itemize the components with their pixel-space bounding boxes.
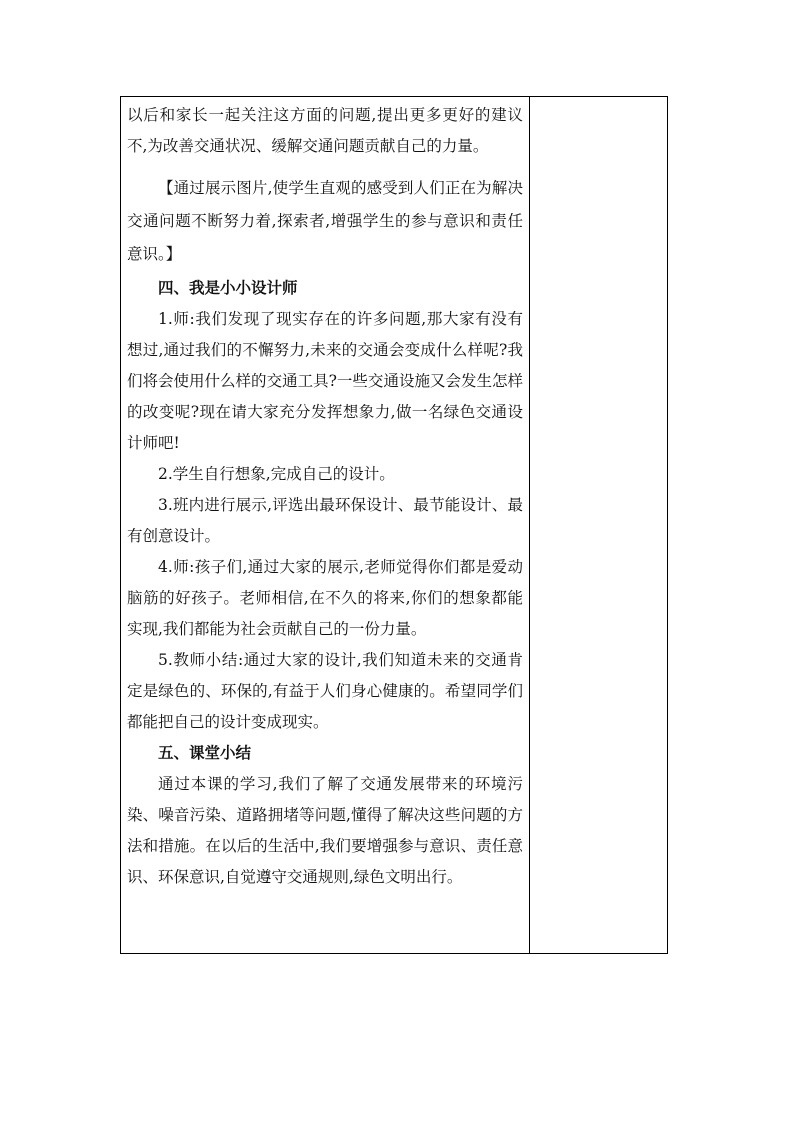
paragraph-continuation: 以后和家长一起关注这方面的问题,提出更多更好的建议不,为改善交通状况、缓解交通问题贡献自己的力量。 [127,106,523,155]
list-item: 5.教师小结:通过大家的设计,我们知道未来的交通肯定是绿色的、环保的,有益于人们身心健康的。希望同学们都能把自己的设计变成现实。 [127,651,523,731]
list-item: 1.师:我们发现了现实存在的许多问题,那大家有没有想过,通过我们的不懈努力,未来的交通会变成什么样呢?我们将会使用什么样的交通工具?一些交通设施又会发生怎样的改变呢?现在请大家充分发挥想象力,做一名绿色交通设计师吧! [127,310,523,452]
list-item: 4.师:孩子们,通过大家的展示,老师觉得你们都是爱动脑筋的好孩子。老师相信,在不久的将来,你们的想象都能实现,我们都能为社会贡献自己的一份力量。 [127,558,523,638]
table-row [121,97,668,954]
list-item: 2.学生自行想象,完成自己的设计。 [158,465,395,483]
lesson-content [121,97,529,893]
section-heading-summary: 五、课堂小结 [158,744,252,762]
section-heading-designer: 四、我是小小设计师 [158,279,298,297]
lesson-plan-table [120,96,668,954]
lesson-content-cell [121,97,530,954]
teaching-note: 【通过展示图片,使学生直观的感受到人们正在为解决交通问题不断努力着,探索者,增强学生的参与意识和责任意识。】 [127,179,523,263]
notes-column-cell [530,97,668,954]
summary-paragraph: 通过本课的学习,我们了解了交通发展带来的环境污染、噪音污染、道路拥堵等问题,懂得了解决这些问题的方法和措施。在以后的生活中,我们要增强参与意识、责任意识、环保意识,自觉遵守交通规则,绿色文明出行。 [127,775,523,886]
list-item: 3.班内进行展示,评选出最环保设计、最节能设计、最有创意设计。 [127,496,523,545]
